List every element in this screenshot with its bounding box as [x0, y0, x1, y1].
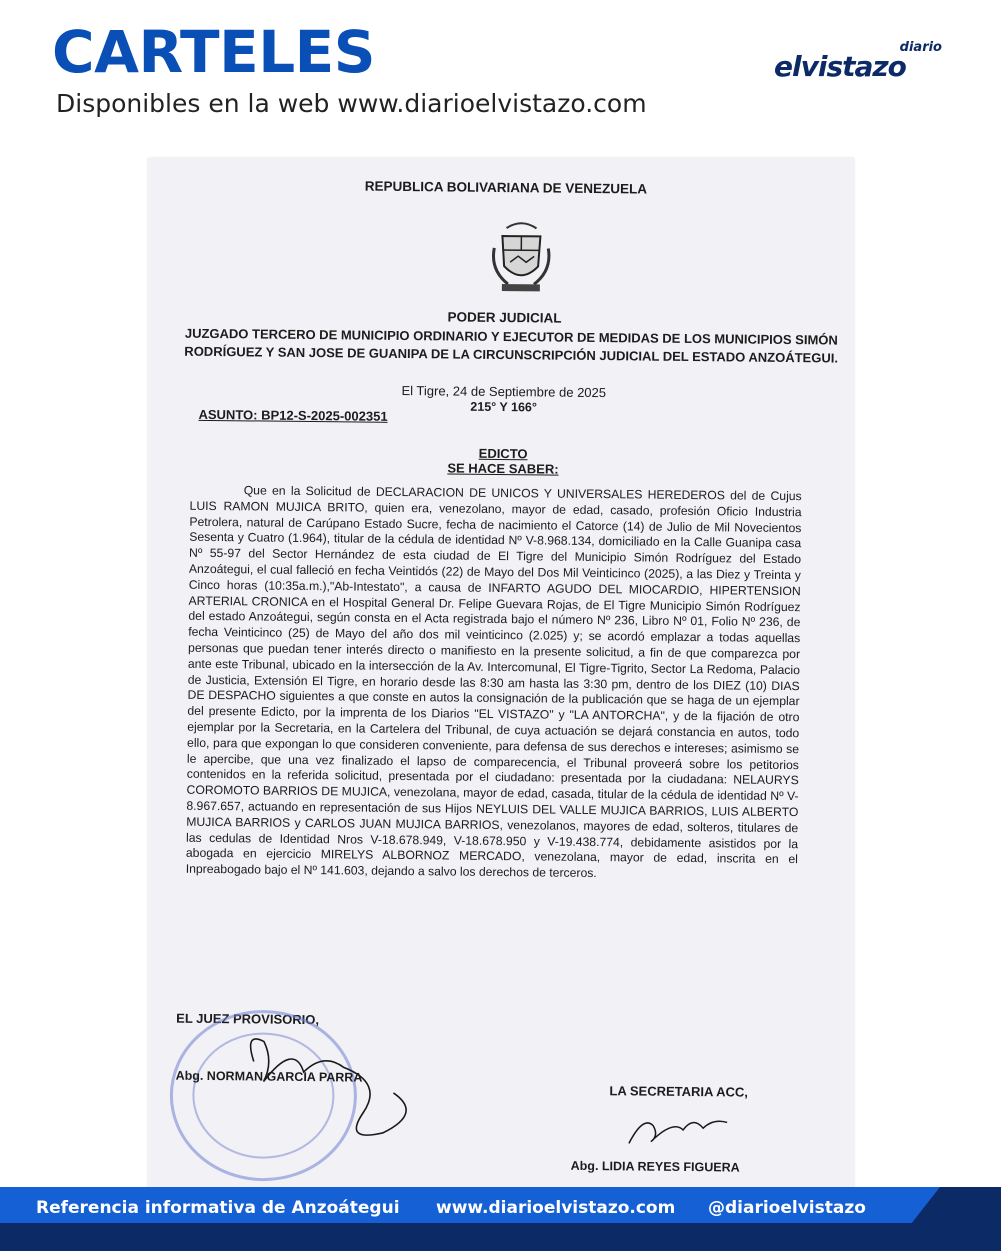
- logo: [770, 40, 950, 90]
- secretary-signature-icon: [623, 1105, 733, 1152]
- asunto-reference: ASUNTO: BP12-S-2025-002351: [198, 406, 388, 424]
- page-subtitle: Disponibles en la web www.diarioelvistazo.com: [56, 89, 647, 118]
- judge-signature-icon: [233, 1021, 434, 1153]
- se-hace-saber: SE HACE SABER:: [447, 460, 559, 477]
- page-title: CARTELES: [52, 18, 376, 86]
- poder-heading: PODER JUDICIAL: [447, 309, 562, 326]
- secretary-name: Abg. LIDIA REYES FIGUERA: [570, 1158, 740, 1175]
- footer-web-link[interactable]: www.diarioelvistazo.com: [436, 1198, 676, 1218]
- logo-name: elvistazo: [774, 50, 906, 83]
- judge-title: EL JUEZ PROVISORIO,: [176, 1010, 320, 1028]
- judge-name: Abg. NORMAN GARCIA PARRA: [175, 1068, 363, 1085]
- coat-of-arms-icon: [488, 218, 555, 299]
- secretary-title: LA SECRETARIA ACC,: [609, 1083, 748, 1100]
- footer-referencia: Referencia informativa de Anzoátegui: [36, 1198, 400, 1218]
- footer-social-handle[interactable]: @diarioelvistazo: [708, 1198, 866, 1218]
- edict-paragraph: Que en la Solicitud de DECLARACION DE UNICOS Y UNIVERSALES HEREDEROS del de Cujus LUIS RAMON MUJICA BRITO, quien era, venezolano, mayor de edad, casado, profesión Oficio Industria Petrolera, natural de Carúpano Estado Sucre, fecha de nacimiento el Catorce (14) de Julio de Mil Novecientos Sesenta y Cuatro (1.964), titular de la cédula de identidad Nº V-8.968.134, domiciliado en la Calle Guanipa casa Nº 55-97 del Sector Hernández de esta ciudad de El Tigre del Municipio Simón Rodríguez del Estado Anzoátegui, el cual falleció en fecha Veintidós (22) de Mayo del Dos Mil Veinticinco (2025), a las Diez y Treinta y Cinco horas (10:35a.m.),"Ab-Intestato", a causa de INFARTO AGUDO DEL MIOCARDIO, HIPERTENSION ARTERIAL CRONICA en el Hospital General Dr. Felipe Guevara Rojas, de El Tigre Municipio Simón Rodríguez del estado Anzoátegui, según consta en el Acta registrada bajo el número Nº 236, Libro Nº 01, Folio Nº 236, de fecha Veinticinco (25) de Mayo del año dos mil veinticinco (2.025) y; se acordó emplazar a todas aquellas personas que puedan tener interés directo o manifiesto en la presente solicitud, a fin de que comparezca por ante este Tribunal, ubicado en la intersección de la Av. Intercomunal, El Tigre-Tigrito, Sector La Redoma, Palacio de Justicia, Extensión El Tigre, en horario desde las 8:30 am hasta las 3:30 pm, dentro de los DIEZ (10) DIAS DE DESPACHO siguientes a que conste en autos la consignación de la publicación que se haga de un ejemplar del presente Edicto, por la imprenta de los Diarios "EL VISTAZO" y "LA ANTORCHA", y de la fijación de otro ejemplar por la Secretaria, en la Cartelera del Tribunal, de cuya actuación se dejará constancia en autos, todo ello, para que expongan lo que consideren conveniente, para defensa de sus derechos e intereses; asimismo se le apercibe, que una vez finalizado el lapso de comparecencia, el Tribunal proveerá sobre los petitorios contenidos en la referida solicitud, presentada por el ciudadano: presentada por la ciudadana: NELAURYS COROMOTO BARRIOS DE MUJICA, venezolana, mayor de edad, casada, titular de la cédula de identidad Nº V-8.967.657, actuando en representación de sus Hijos NEYLUIS DEL VALLE MUJICA BARRIOS, LUIS ALBERTO MUJICA BARRIOS y CARLOS JUAN MUJICA BARRIOS, venezolanos, mayores de edad, solteros, titulares de las cedulas de Identidad Nros V-18.678.949, V-18.678.950 y V-19.438.774, debidamente asistidos por la abogada en ejercicio MIRELYS ALBORNOZ MERCADO, venezolana, mayor de edad, inscrita en el Inpreabogado bajo el Nº 141.603, dejando a salvo los derechos de terceros.: [185, 483, 802, 881]
- place-date: El Tigre, 24 de Septiembre de 2025: [401, 382, 607, 401]
- logo-small-text: diario: [899, 40, 942, 55]
- court-heading: JUZGADO TERCERO DE MUNICIPIO ORDINARIO Y EJECUTOR DE MEDIDAS DE LOS MUNICIPIOS SIMÓN RODRÍGUEZ Y SAN JOSE DE GUANIPA DE LA CIRCUNSCRIPCIÓN JUDICIAL DEL ESTADO ANZOÁTEGUI.: [184, 325, 839, 366]
- edict-document: [148, 158, 854, 1188]
- republica-heading: REPUBLICA BOLIVARIANA DE VENEZUELA: [364, 178, 648, 197]
- edicto-title: EDICTO: [478, 445, 528, 462]
- edict-body: [186, 483, 802, 884]
- edicto-heading: [150, 442, 854, 479]
- years-line: 215° Y 166°: [470, 399, 537, 415]
